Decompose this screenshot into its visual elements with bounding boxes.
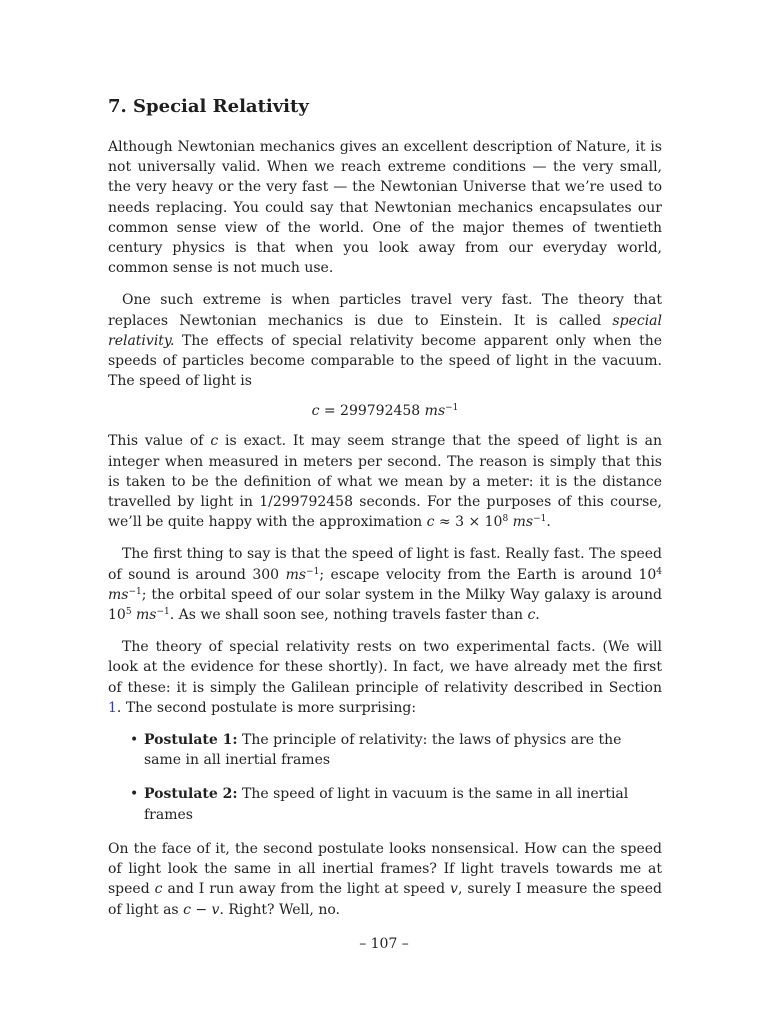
- text-run: The first thing to say is that the speed of light is fast. Really fast. The speed of sound is around 300: [108, 546, 662, 583]
- list-item-postulate-2: [108, 784, 662, 824]
- math-exponent: −1: [128, 586, 142, 597]
- text-run: . As we shall soon see, nothing travels faster than: [169, 607, 528, 624]
- postulate-label: Postulate 1:: [144, 732, 238, 749]
- text-run: ; the orbital speed of our solar system in the Milky Way galaxy is around 10: [108, 586, 662, 624]
- text-run: ≈ 3 × 10: [434, 514, 503, 531]
- text-run: .: [546, 514, 551, 531]
- math-exponent: −1: [306, 566, 320, 577]
- term-special-relativity: special relativity.: [108, 312, 662, 349]
- paragraph-really-fast: [108, 544, 662, 625]
- text-run: and I run away from the light at speed: [162, 881, 451, 898]
- text-run: , surely I measure the speed of light as: [108, 881, 662, 918]
- text-run: The effects of special relativity become apparent only when the speeds of particles become comparable to the speed of light in the vacuum. The speed of light is: [108, 332, 662, 390]
- math-var-v: v: [450, 881, 458, 898]
- math-var-v: v: [211, 901, 220, 918]
- math-text: = 299792458: [319, 403, 425, 420]
- page-number: – 107 –: [359, 936, 409, 952]
- text-run: −: [190, 901, 212, 918]
- section-title: 7. Special Relativity: [108, 96, 309, 117]
- postulate-text: The principle of relativity: the laws of physics are the same in all inertial frames: [144, 732, 622, 769]
- postulate-text: The speed of light in vacuum is the same in all inertial frames: [144, 786, 629, 823]
- bullet-icon: •: [130, 732, 139, 749]
- text-run: . The second postulate is more surprising:: [116, 699, 417, 716]
- math-var-c: c: [311, 403, 320, 420]
- math-var-c: c: [210, 433, 219, 450]
- math-exponent: 8: [502, 514, 509, 525]
- paragraph-intro: Although Newtonian mechanics gives an excellent description of Nature, it is not universally valid. When we reach extreme conditions — the very small, the very heavy or the very fast — the Newtonian Universe that we’re used to needs replacing. You could say that Newtonian mechanics encapsulates our common sense view of the world. One of the major themes of twentieth century physics is that when you look away from our everyday world, common sense is not much use.: [108, 139, 662, 277]
- math-var-c: c: [426, 514, 435, 531]
- text-run: The theory of special relativity rests on two experimental facts. (We will look at the evidence for these shortly). In fact, we have already met the first of these: it is simply the Galilean principle of relativity described in Section: [108, 639, 662, 696]
- paragraph-extreme-speed: [108, 290, 662, 391]
- math-exponent: 4: [656, 566, 662, 577]
- postulate-list: [108, 730, 662, 825]
- section-reference-link[interactable]: 1: [108, 699, 117, 716]
- paragraph-exact-value: [108, 431, 662, 532]
- math-unit: ms: [136, 607, 157, 624]
- math-var-c: c: [183, 901, 191, 918]
- math-exponent: −1: [445, 403, 459, 414]
- bullet-icon: •: [130, 786, 139, 803]
- text-run: On the face of it, the second postulate looks nonsensical. How can the speed of light look the same in all inertial frames? If light travels towards me at speed: [108, 840, 662, 898]
- math-exponent: −1: [533, 514, 547, 525]
- text-run: One such extreme is when particles travel very fast. The theory that replaces Newtonian mechanics is due to Einstein. It is called: [108, 292, 662, 329]
- list-item-postulate-1: [108, 730, 662, 770]
- math-unit: ms: [285, 566, 307, 583]
- equation-speed-of-light: [108, 403, 662, 419]
- math-var-c: c: [154, 881, 163, 898]
- text-run: . Right? Well, no.: [219, 901, 340, 918]
- paragraph-two-facts: [108, 637, 662, 718]
- math-exponent: 5: [125, 607, 132, 618]
- postulate-label: Postulate 2:: [144, 786, 238, 803]
- text-run: .: [535, 607, 540, 624]
- math-unit: ms: [424, 403, 446, 420]
- text-run: ; escape velocity from the Earth is around 10: [319, 566, 657, 583]
- text-run: is exact. It may seem strange that the speed of light is an integer when measured in meters per second. The reason is simply that this is taken to be the definition of what we mean by a meter: it is the distance travelled by light in 1/299792458 seconds. For the purposes of this course, we’ll be quite happy with the approximation: [108, 433, 662, 531]
- math-exponent: −1: [156, 607, 170, 618]
- page-body: [108, 96, 662, 932]
- math-unit: ms: [512, 514, 534, 531]
- paragraph-nonsensical: [108, 839, 662, 920]
- math-var-c: c: [527, 607, 536, 624]
- math-unit: ms: [108, 586, 129, 603]
- text-run: This value of: [108, 433, 211, 450]
